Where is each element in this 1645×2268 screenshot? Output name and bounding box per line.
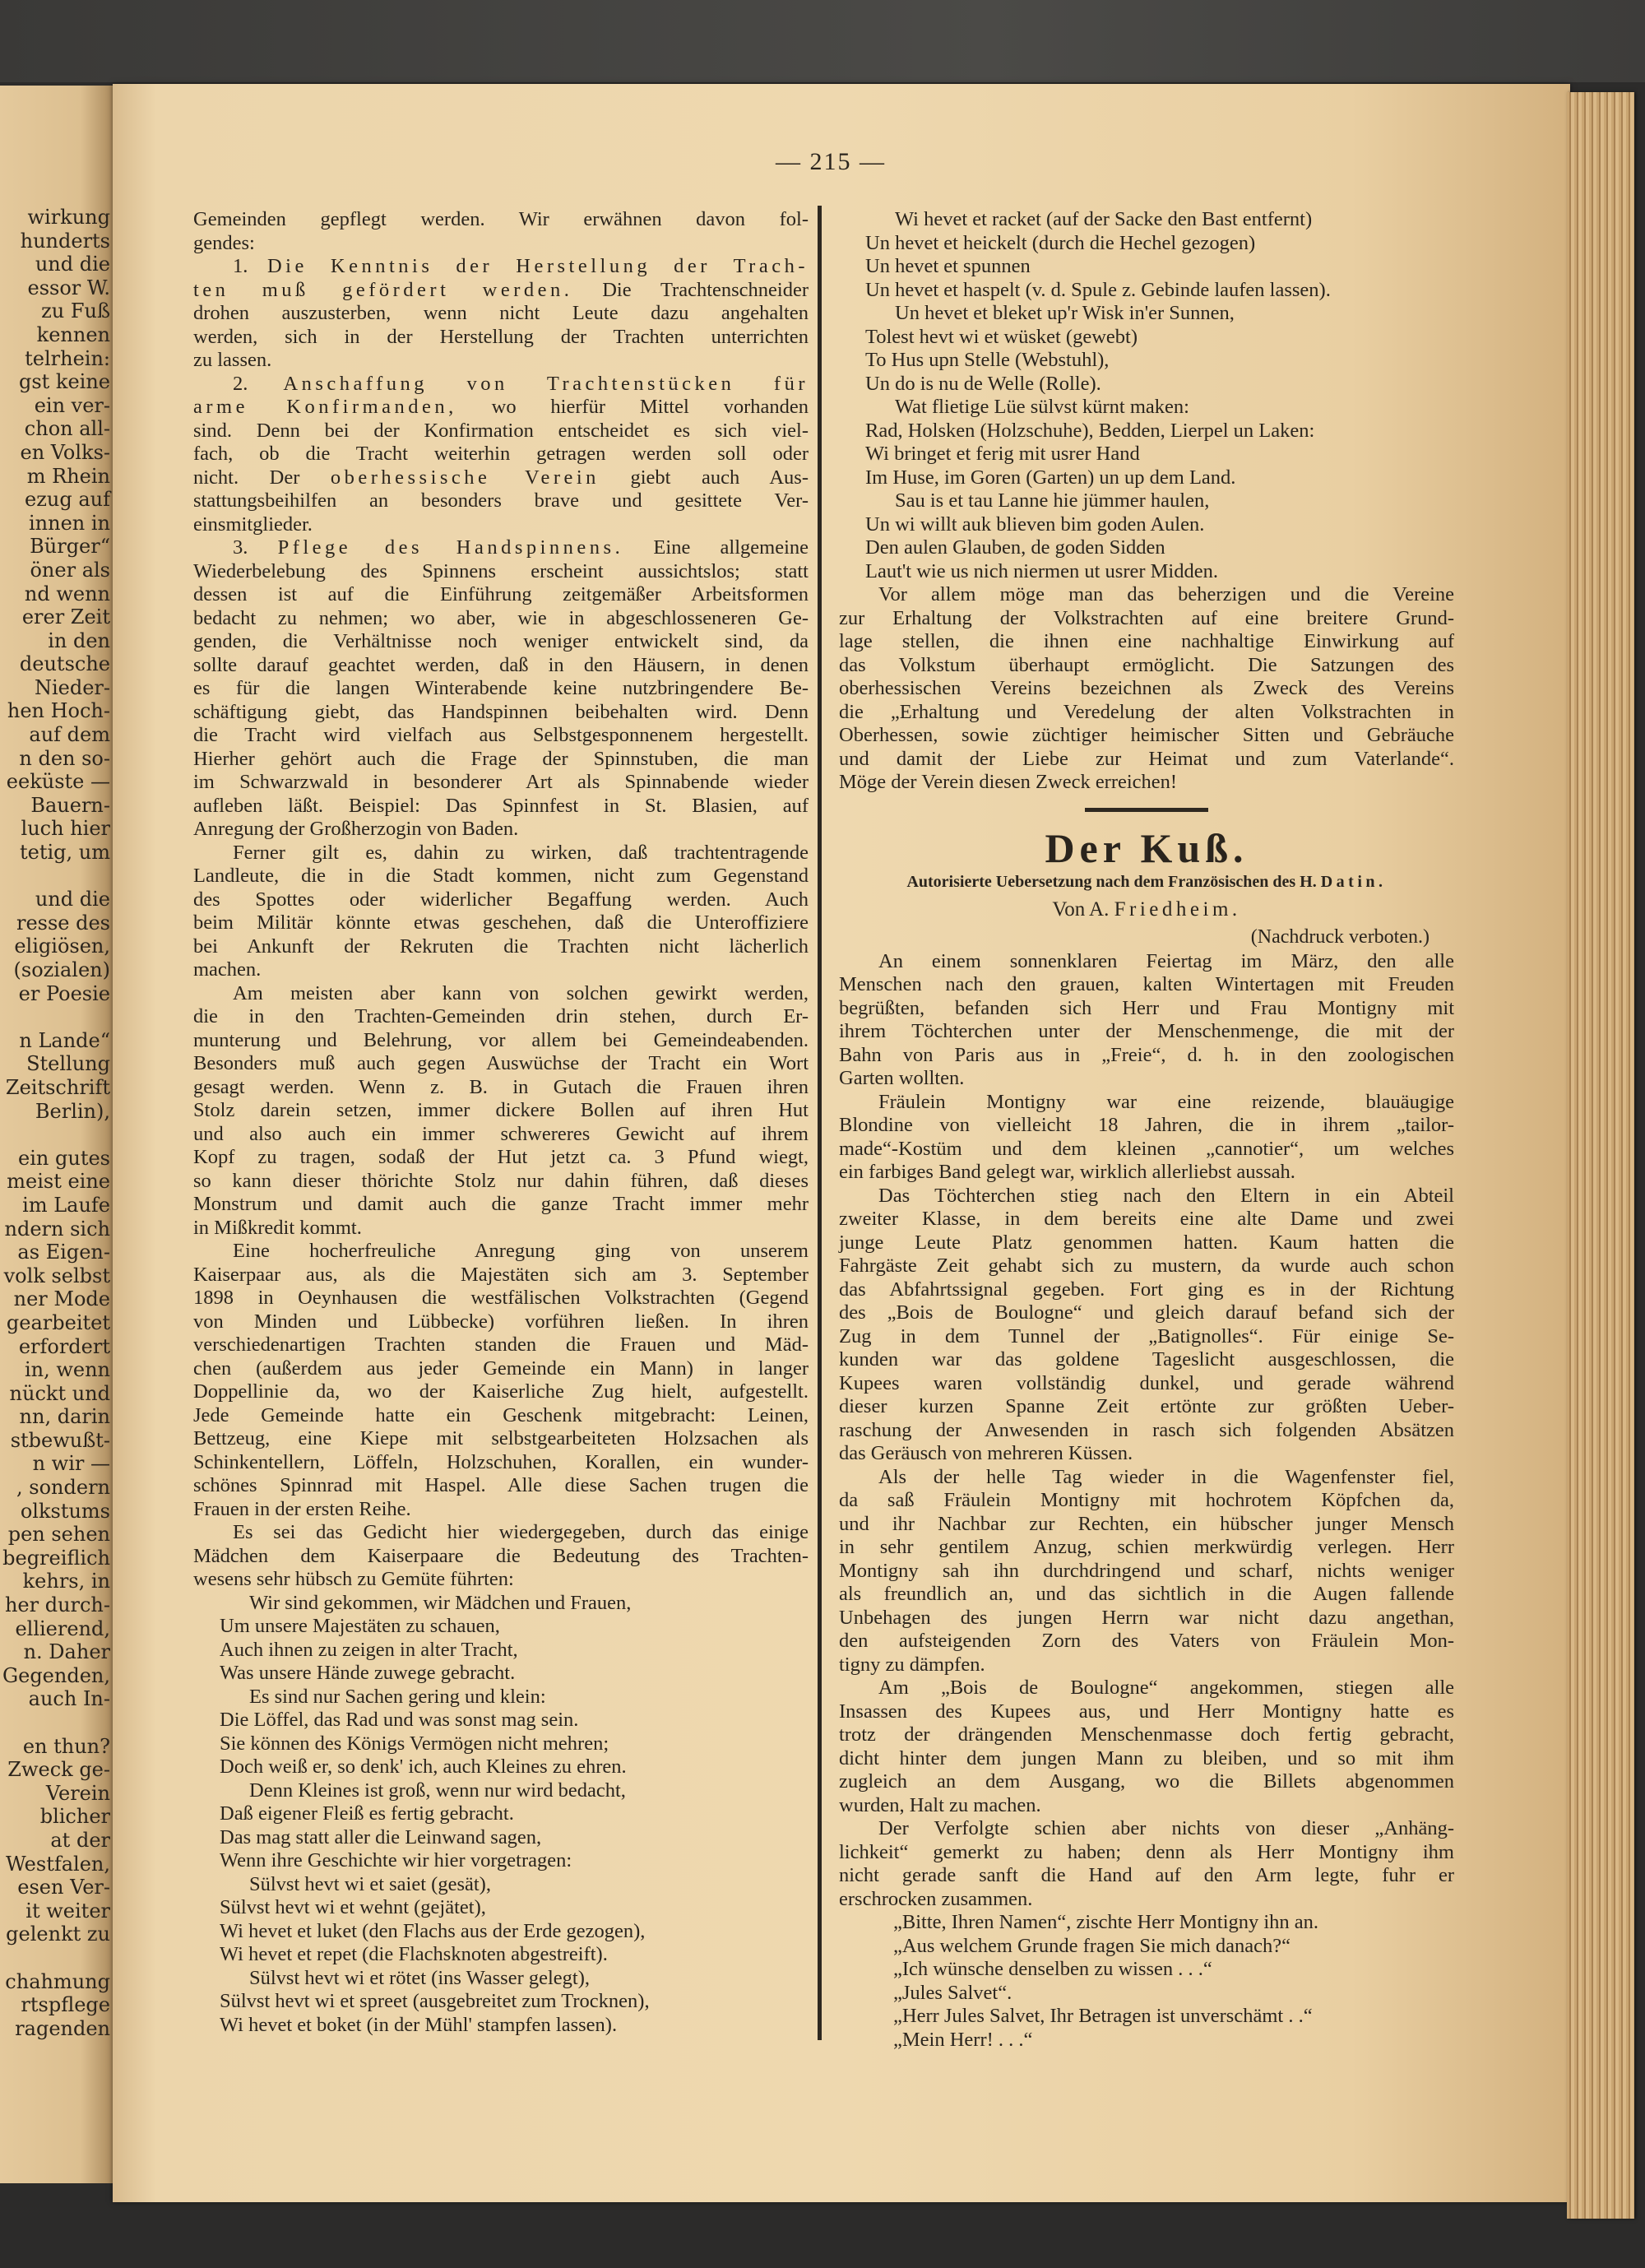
poem-stanza — [193, 1686, 809, 1779]
fragment-line: gelenkt zu — [6, 1922, 110, 1946]
fragment-line: tetig, um — [19, 841, 110, 865]
poem-line: Das mag statt aller die Leinwand sagen, — [220, 1825, 542, 1848]
fragment-line: (sozialen) — [13, 958, 110, 981]
poem-line: Un wi willt auk blieven bim goden Aulen. — [865, 513, 1205, 536]
poem-stanza — [839, 396, 1454, 489]
text-line: munterung und Belehrung, vor allem bei Gemeindeabenden. — [193, 1028, 809, 1051]
text-line: bei Ankunft der Rekruten die Trachten nicht lächerlich — [193, 935, 809, 958]
text-segment: giebt auch Aus- — [599, 466, 809, 489]
paragraph — [193, 255, 809, 373]
paragraph — [193, 982, 809, 1241]
fragment-line: , sondern — [16, 1476, 110, 1500]
poem-line: Un hevet et haspelt (v. d. Spule z. Gebinde laufen lassen). — [865, 278, 1331, 301]
text-segment: 2. — [233, 372, 284, 395]
text-segment: Autorisierte Uebersetzung nach dem Französischen des H. — [906, 872, 1321, 891]
fragment-line: ndern sich — [4, 1217, 110, 1241]
paragraph — [193, 1521, 809, 1592]
text-line: Blondine von vielleicht 18 Jahren, die in ihrem „tailor- — [839, 1114, 1454, 1136]
fragment-line: gst keine — [18, 370, 110, 394]
text-line: wesens sehr hübsch zu Gemüte führten: — [193, 1568, 514, 1590]
text-line: machen. — [193, 958, 262, 981]
text-line: des „Bois de Boulogne“ und gleich darauf befand sich der — [839, 1301, 1454, 1324]
dialogue-line: „Bitte, Ihren Namen“, zischte Herr Montigny ihn an. — [893, 1911, 1319, 1933]
text-line: drohen auszusterben, wenn nicht Leute dazu angehalten — [193, 302, 809, 324]
poem-stanza — [193, 1873, 809, 1967]
text-line: das Volkstum überhaupt ermöglicht. Die Satzungen des — [839, 653, 1454, 676]
spaced-text: Anschaffung von Trachtenstücken für — [283, 372, 809, 395]
paragraph — [193, 842, 809, 982]
text-line: Möge der Verein diesen Zweck erreichen! — [839, 771, 1178, 793]
fragment-line: nückt und — [9, 1381, 110, 1405]
paragraph — [839, 583, 1454, 795]
text-line: schäftigung giebt, das Handspinnen beibehalten wird. Denn — [193, 700, 809, 723]
text-line: erschrocken zusammen. — [839, 1887, 1033, 1910]
text-line: lichkeit“ gemerkt zu haben; denn als Herr Montigny ihm — [839, 1840, 1454, 1863]
text-line: Schinkentellern, Löffeln, Holzschuhen, Korallen, ein wunder- — [193, 1450, 809, 1473]
text-line: Oberhessen, sowie züchtiger heimischer Sitten und Gebräuche — [839, 724, 1454, 746]
text-line — [193, 255, 809, 279]
paragraph — [839, 1091, 1454, 1185]
dialogue-line: „Jules Salvet“. — [893, 1981, 1012, 2004]
text-line: in Mißkredit kommt. — [193, 1216, 362, 1239]
text-line: Vor allem möge man das beherzigen und die Vereine — [878, 583, 1454, 605]
text-line: junge Leute Platz genommen hatten. Kaum hatten die — [839, 1231, 1454, 1254]
poem-line: Sie können des Königs Vermögen nicht mehren; — [220, 1732, 609, 1755]
fragment-line: eeküste — — [6, 770, 110, 794]
poem-line: Denn Kleines ist groß, wenn nur wird bedacht, — [249, 1779, 626, 1802]
fragment-line: her durch- — [4, 1593, 110, 1617]
fragment-line: eligiösen, — [14, 935, 110, 958]
fragment-line: und die — [35, 253, 110, 276]
poem-line: Um unsere Majestäten zu schauen, — [220, 1615, 500, 1637]
text-line: trotz der drängenden Menschenmasse doch fertig gebracht, — [839, 1723, 1454, 1746]
poem-line: Sülvst hevt wi et saiet (gesät), — [249, 1872, 491, 1895]
text-line: das Geräusch von mehreren Küssen. — [839, 1442, 1133, 1464]
fragment-line: deutsche — [19, 652, 110, 676]
text-line: 1898 in Oeynhausen die westfälischen Volkstrachten (Gegend — [193, 1287, 809, 1309]
text-line: zur Erhaltung der Volkstrachten auf eine breitere Grund- — [839, 606, 1454, 629]
text-segment: 1. — [233, 255, 267, 277]
text-line: Fräulein Montigny war eine reizende, blauäugige — [878, 1090, 1454, 1113]
fragment-line: Gegenden, — [2, 1663, 110, 1687]
text-line: Stolz darein setzen, immer dickere Bollen auf ihren Hut — [193, 1099, 809, 1121]
poem-line: Rad, Holsken (Holzschuhe), Bedden, Lierpel un Laken: — [865, 419, 1315, 442]
fragment-line: ezug auf — [25, 488, 110, 512]
text-line: Hierher gehört auch die Frage der Spinnstuben, die man — [193, 747, 809, 770]
text-line: verschiedenartigen Trachten standen die Frauen und Mäd- — [193, 1333, 809, 1356]
fragment-line: hunderts — [20, 229, 110, 253]
poem-line: Un hevet et bleket up'r Wisk in'er Sunnen, — [895, 302, 1235, 324]
text-line: Der Verfolgte schien aber nichts von dieser „Anhäng- — [878, 1817, 1454, 1839]
poem-line: Wir sind gekommen, wir Mädchen und Frauen, — [249, 1591, 632, 1614]
fragment-line: chon all- — [24, 417, 110, 441]
fragment-line: pen sehen — [7, 1523, 110, 1547]
text-line: lage stellen, die ihnen eine nachhaltige Einwirkung auf — [839, 630, 1454, 652]
text-line: Am meisten aber kann von solchen gewirkt werden, — [233, 981, 809, 1004]
text-line: zu lassen. — [193, 349, 272, 371]
text-line: zweiter Klasse, in dem bereits eine alte Dame und zwei — [839, 1208, 1454, 1230]
text-segment: Die Trachtenschneider — [572, 278, 809, 301]
text-line: Kaiserpaar aus, als die Majestäten sich am 3. September — [193, 1263, 809, 1286]
fragment-line: innen in — [28, 511, 110, 535]
text-line: und also auch ein immer schwereres Gewicht auf ihrem — [193, 1122, 809, 1145]
fragment-line: ragenden — [15, 2016, 110, 2040]
text-line: es für die langen Winterabende keine nutzbringendere Be- — [193, 677, 809, 699]
text-line: fach, ob die Tracht weiterhin getragen werden soll oder — [193, 443, 809, 465]
paragraph — [839, 950, 1454, 1091]
text-line: bedacht zu nehmen; wo aber, wie in abgeschlosseneren Ge- — [193, 606, 809, 629]
fragment-line: chahmung — [5, 1969, 110, 1993]
poem-stanza — [193, 1779, 809, 1873]
text-line: einsmitglieder. — [193, 513, 313, 536]
fragment-line: auf dem — [29, 723, 110, 747]
poem-line: Tolest hevt wi et wüsket (gewebt) — [865, 325, 1138, 348]
fragment-line: und die — [35, 888, 110, 911]
text-line: ihrem Töchterchen unter der Menschenmenge, die mit der — [839, 1020, 1454, 1042]
fragment-line — [0, 1123, 110, 1147]
left-page-edge — [0, 86, 115, 2183]
text-line — [193, 396, 809, 420]
text-line — [193, 536, 809, 560]
text-segment: nicht. Der — [193, 466, 331, 489]
text-line: gesagt werden. Wenn z. B. in Gutach die Frauen ihren — [193, 1075, 809, 1098]
poem-line: Im Huse, im Goren (Garten) un up dem Land. — [865, 466, 1236, 489]
text-line: Anregung der Großherzogin von Baden. — [193, 818, 519, 840]
text-line: Bahn von Paris aus in „Freie“, d. h. in den zoologischen — [839, 1043, 1454, 1066]
column-divider — [818, 206, 822, 2040]
dialogue-line: „Ich wünsche denselben zu wissen . . .“ — [893, 1958, 1212, 1980]
text-line: von Minden und Lübbecke) vorführen ließen. In ihren — [193, 1310, 809, 1333]
text-line: dessen ist auf die Einführung zeitgemäßer Arbeitsformen — [193, 583, 809, 605]
text-line: An einem sonnenklaren Feiertag im März, den alle — [878, 949, 1454, 972]
fragment-line: stbewußt- — [10, 1428, 110, 1452]
fragment-line: nn, darin — [19, 1405, 110, 1429]
text-line: nicht gerade sanft die Hand auf den Arm legte, fuhr er — [839, 1864, 1454, 1886]
spaced-text: Die Kenntnis der Herstellung der Trach- — [266, 255, 809, 277]
poem-line: Sülvst hevt wi et rötet (ins Wasser gelegt), — [249, 1966, 590, 1989]
poem-line: Sau is et tau Lanne hie jümmer haulen, — [895, 489, 1210, 512]
fragment-line: zu Fuß — [41, 299, 110, 323]
paragraph — [839, 1185, 1454, 1466]
text-line: sind. Denn bei der Konfirmation entscheidet es sich viel- — [193, 419, 809, 442]
text-line: gendes: — [193, 231, 255, 254]
paragraph — [839, 1466, 1454, 1677]
text-segment: Von A. — [1052, 897, 1114, 921]
paragraph — [193, 536, 809, 842]
text-line: so kann dieser thörichte Stolz nur dahin führen, daß dieses — [193, 1169, 809, 1192]
fragment-line — [0, 1005, 110, 1029]
poem-line: Auch ihnen zu zeigen in alter Tracht, — [220, 1638, 518, 1661]
text-line: Gemeinden gepflegt werden. Wir erwähnen davon fol- — [193, 208, 809, 230]
text-line: Eine hocherfreuliche Anregung ging von unserem — [233, 1240, 809, 1262]
text-line: aufleben läßt. Beispiel: Das Spinnfest in St. Blasien, auf — [193, 794, 809, 817]
text-segment: wo hierfür Mittel vorhanden — [456, 396, 809, 418]
text-line: Landleute, die in die Stadt kommen, nicht zum Gegenstand — [193, 865, 809, 887]
fragment-line: n Lande“ — [19, 1028, 110, 1052]
fragment-line: erer Zeit — [21, 605, 110, 629]
fragment-line: en thun? — [22, 1734, 110, 1758]
text-line: ein farbiges Band gelegt war, wirklich allerliebst aussah. — [839, 1161, 1295, 1183]
fragment-line: Verein — [45, 1781, 110, 1805]
poem-line: Wi hevet et boket (in der Mühl' stampfen lassen). — [220, 2013, 618, 2036]
poem — [193, 1592, 809, 2038]
text-line: Frauen in der ersten Reihe. — [193, 1497, 411, 1520]
text-line: stattungsbeihilfen an besonders brave und gesittete Ver- — [193, 489, 809, 512]
paragraph — [839, 1817, 1454, 1911]
fragment-line: n wir — — [32, 1452, 110, 1476]
text-line: Montigny sah ihn durchdringend und scharf, nichts weniger — [839, 1559, 1454, 1582]
poem-stanza — [839, 302, 1454, 396]
text-line — [193, 373, 809, 397]
paragraph — [839, 1677, 1454, 1817]
paragraph — [193, 208, 809, 255]
article-subtitle — [839, 868, 1454, 896]
fragment-line: n den so- — [19, 746, 110, 770]
fragment-line — [0, 1711, 110, 1735]
text-line: des Spottes oder widerlicher Begaffung werden. Auch — [193, 888, 809, 911]
fragment-line: it weiter — [25, 1899, 110, 1922]
poem-line: Un hevet et spunnen — [865, 255, 1031, 277]
text-line: zugleich an dem Ausgang, wo die Billets abgenommen — [839, 1770, 1454, 1793]
poem-line: Wi hevet et repet (die Flachsknoten abgestreift). — [220, 1943, 608, 1965]
text-line: den aufsteigenden Zorn des Vaters von Fräulein Mon- — [839, 1630, 1454, 1652]
text-line: beim Militär könnte etwas geschehen, daß die Unteroffiziere — [193, 911, 809, 934]
fragment-line: Zeitschrift — [5, 1075, 110, 1099]
fragment-line: gearbeitet — [6, 1310, 110, 1334]
text-line: und damit der Liebe zur Heimat und zum Vaterlande“. — [839, 747, 1454, 770]
fragment-line: Stellung — [26, 1052, 110, 1076]
fragment-line: resse des — [16, 911, 110, 935]
fragment-line: luch hier — [21, 817, 110, 841]
poem-line: Sülvst hevt wi et wehnt (gejätet), — [220, 1896, 486, 1918]
text-line: made“-Kostüm und dem kleinen „cannotier“, um welches — [839, 1137, 1454, 1160]
fragment-line: esen Ver- — [17, 1876, 110, 1899]
poem-line: Den aulen Glauben, de goden Sidden — [865, 536, 1165, 559]
fragment-line: telrhein: — [25, 346, 110, 370]
fragment-line: in den — [48, 628, 110, 652]
text-line: begrüßten, befanden sich Herr und Frau Montigny mit — [839, 996, 1454, 1019]
left-column — [193, 208, 809, 2037]
text-line: Wiederbelebung des Spinnens erscheint aussichtslos; statt — [193, 559, 809, 582]
text-line: Menschen nach den grauen, kalten Wintertagen mit Freuden — [839, 973, 1454, 995]
text-line: Kopf zu tragen, sodaß der Hut jetzt ca. 3 Pfund wiegt, — [193, 1146, 809, 1168]
spaced-text: Datin. — [1320, 872, 1387, 891]
fragment-line: at der — [50, 1828, 110, 1852]
fragment-line: auch In- — [28, 1687, 110, 1711]
fragment-line: Zweck ge- — [7, 1758, 110, 1782]
scanner-background — [0, 0, 1645, 82]
spaced-text: oberhessische Verein — [330, 466, 600, 489]
fragment-line: volk selbst — [3, 1264, 110, 1287]
text-line: die in den Trachten-Gemeinden drin stehen, durch Er- — [193, 1005, 809, 1027]
text-line: Ferner gilt es, dahin zu wirken, daß trachtentragende — [233, 841, 809, 864]
poem-line: Wi hevet et racket (auf der Sacke den Bast entfernt) — [895, 208, 1313, 230]
fragment-line: begreiflich — [2, 1546, 110, 1570]
fragment-line: Bürger“ — [30, 535, 110, 559]
text-line: chen (außerdem aus jeder Gemeinde ein Mann) in langer — [193, 1357, 809, 1380]
poem-line: Wi bringet et ferig mit usrer Hand — [865, 443, 1140, 465]
spaced-text: ten muß gefördert werden. — [193, 278, 573, 301]
text-line: Bettzeug, eine Kiepe mit selbstgearbeiteten Holzsachen als — [193, 1427, 809, 1449]
text-line: die Tracht wird vielfach aus Selbstgesponnenem hergestellt. — [193, 724, 809, 746]
text-line: wurden, Halt zu machen. — [839, 1793, 1041, 1816]
fragment-line: ellierend, — [15, 1616, 110, 1640]
text-line: Insassen des Kupees aus, und Herr Montigny hatte es — [839, 1700, 1454, 1723]
text-segment: Eine allgemeine — [623, 536, 809, 559]
dialogue — [839, 1911, 1454, 2052]
poem-line: Wi hevet et luket (den Flachs aus der Erde gezogen), — [220, 1919, 646, 1942]
poem-line: Wenn ihre Geschichte wir hier vorgetragen: — [220, 1849, 572, 1871]
fragment-line: ein gutes — [18, 1146, 110, 1170]
spaced-text: arme Konfirmanden, — [193, 396, 457, 418]
left-page-text-fragments — [0, 206, 110, 2040]
text-line: Mädchen dem Kaiserpaare die Bedeutung des Trachten- — [193, 1544, 809, 1567]
text-line: Fahrgäste Zeit gehabt sich zu mustern, da wurde auch schon — [839, 1255, 1454, 1277]
fragment-line: hen Hoch- — [7, 699, 110, 723]
text-line: im Schwarzwald in besonderer Art als Spinnabende wieder — [193, 771, 809, 793]
text-line: das Abfahrtssignal gegeben. Fort ging es in der Richtung — [839, 1278, 1454, 1301]
fragment-line: m Rhein — [26, 464, 110, 488]
fragment-line: as Eigen- — [17, 1241, 110, 1264]
fragment-line: er Poesie — [18, 981, 110, 1005]
poem-line: Laut't wie us nich niermen ut usrer Midden. — [865, 559, 1218, 582]
poem-stanza — [839, 489, 1454, 583]
fragment-line: erfordert — [18, 1334, 110, 1358]
fragment-line: n. Daher — [23, 1640, 110, 1664]
poem-line: Es sind nur Sachen gering und klein: — [249, 1685, 546, 1708]
text-line: Garten wollten. — [839, 1067, 965, 1089]
text-line: Besonders muß auch gegen Auswüchse der Tracht ein Wort — [193, 1052, 809, 1074]
fragment-line: Berlin), — [35, 1099, 110, 1123]
poem-line: Die Löffel, das Rad und was sonst mag sein. — [220, 1709, 579, 1731]
dialogue-line: „Herr Jules Salvet, Ihr Betragen ist unverschämt . .“ — [893, 2005, 1313, 2027]
poem-line: Doch weiß er, so denk' ich, auch Kleines zu ehren. — [220, 1755, 627, 1778]
text-line: da saß Fräulein Montigny mit hochrotem Köpfchen da, — [839, 1489, 1454, 1511]
spaced-text: Pflege des Handspinnens. — [277, 536, 624, 559]
text-line: schönes Spinnrad mit Haspel. Alle diese Sachen trugen die — [193, 1474, 809, 1496]
dialogue-line: „Aus welchem Grunde fragen Sie mich danach?“ — [893, 1934, 1291, 1957]
text-line — [193, 466, 809, 490]
right-column — [839, 208, 1454, 2052]
text-line: Unbehagen des jungen Herrn war nicht dazu angethan, — [839, 1606, 1454, 1629]
text-line: als freundlich an, und das sichtlich in die Augen fallende — [839, 1583, 1454, 1605]
poem-line: Un hevet et heickelt (durch die Hechel gezogen) — [865, 231, 1256, 254]
poem — [839, 208, 1454, 583]
fragment-line: rtspflege — [21, 1993, 110, 2017]
fragment-line: kennen — [36, 322, 110, 346]
text-line: oberhessischen Vereins bezeichnen als Zweck des Vereins — [839, 677, 1454, 699]
spaced-text: Friedheim. — [1114, 897, 1241, 921]
text-line: Zug in dem Tunnel der „Batignolles“. Für einige Se- — [839, 1324, 1454, 1347]
reprint-notice: (Nachdruck verboten.) — [1250, 925, 1430, 948]
poem-line: Sülvst hevt wi et spreet (ausgebreitet zum Trocknen), — [220, 1990, 650, 2012]
section-divider — [1085, 808, 1208, 812]
text-line: Monstrum und damit auch die ganze Tracht immer mehr — [193, 1193, 809, 1215]
fragment-line: öner als — [30, 558, 110, 582]
fragment-line: olkstums — [20, 1499, 110, 1523]
fragment-line: kehrs, in — [22, 1570, 110, 1593]
paragraph — [193, 1240, 809, 1521]
text-line: raschung der Anwesenden in rasch sich folgenden Absätzen — [839, 1418, 1454, 1441]
article-title: Der Kuß. — [1045, 824, 1249, 871]
fragment-line: Westfalen, — [5, 1852, 110, 1876]
text-line: die „Erhaltung und Veredelung der alten Volkstrachten in — [839, 700, 1454, 723]
poem-stanza — [193, 1967, 809, 2038]
dialogue-line: „Mein Herr! . . .“ — [893, 2028, 1033, 2051]
text-line — [193, 279, 809, 303]
text-line: tigny zu dämpfen. — [839, 1653, 985, 1676]
poem-line: Wat flietige Lüe sülvst kürnt maken: — [895, 396, 1189, 418]
text-line: werden, sich in der Herstellung der Trachten unterrichten — [193, 325, 809, 348]
poem-stanza — [839, 208, 1454, 302]
fragment-line: im Laufe — [22, 1193, 110, 1217]
text-line: Am „Bois de Boulogne“ angekommen, stiegen alle — [878, 1677, 1454, 1699]
text-line: Doppellinie da, wo der Kaiserliche Zug hielt, aufgestellt. — [193, 1380, 809, 1403]
text-line: in sehr gentilem Anzug, schien merkwürdig verlegen. Herr — [839, 1536, 1454, 1558]
text-line: dicht hinter dem jungen Mann zu bleiben, und so mit ihm — [839, 1746, 1454, 1769]
fragment-line: ein ver- — [34, 393, 110, 417]
poem-line: To Hus upn Stelle (Webstuhl), — [865, 349, 1110, 371]
text-line: dieser kurzen Spanne Zeit ertönte zur größten Ueber- — [839, 1395, 1454, 1417]
text-segment: 3. — [233, 536, 278, 559]
page-edges — [1567, 92, 1634, 2219]
text-line: kunden war das goldene Tageslicht ausgeschlossen, die — [839, 1348, 1454, 1371]
text-line: Es sei das Gedicht hier wiedergegeben, durch das einige — [233, 1521, 809, 1543]
poem-line: Un do is nu de Welle (Rolle). — [865, 372, 1101, 395]
text-line: Jede Gemeinde hatte ein Geschenk mitgebracht: Leinen, — [193, 1403, 809, 1426]
article-byline — [839, 896, 1454, 924]
fragment-line: meist eine — [7, 1170, 110, 1194]
page-number: — 215 — — [776, 148, 886, 175]
text-line: sollte darauf geachtet werden, daß in den Häusern, in denen — [193, 653, 809, 676]
text-line: und ihr Nachbar zur Rechten, ein hübscher junger Mensch — [839, 1512, 1454, 1535]
text-line: Kupees waren vollständig dunkel, und gerade während — [839, 1371, 1454, 1394]
fragment-line — [0, 1946, 110, 1970]
paragraph — [193, 373, 809, 537]
poem-stanza — [193, 1592, 809, 1686]
text-line: Als der helle Tag wieder in die Wagenfenster fiel, — [878, 1465, 1454, 1488]
fragment-line: essor W. — [27, 276, 110, 299]
poem-line: Was unsere Hände zuwege gebracht. — [220, 1662, 516, 1684]
fragment-line: in, wenn — [24, 1358, 110, 1382]
fragment-line: blicher — [39, 1805, 110, 1829]
text-line: Das Töchterchen stieg nach den Eltern in ein Abteil — [878, 1184, 1454, 1207]
fragment-line — [0, 865, 110, 888]
fragment-line: nd wenn — [24, 582, 110, 605]
fragment-line: Bauern- — [30, 793, 110, 817]
text-line: genden, die Verhältnisse noch weniger entwickelt sind, da — [193, 630, 809, 652]
fragment-line: ner Mode — [13, 1287, 110, 1311]
fragment-line: wirkung — [27, 206, 110, 229]
fragment-line: en Volks- — [20, 440, 110, 464]
poem-line: Daß eigener Fleiß es fertig gebracht. — [220, 1802, 514, 1825]
fragment-line: Nieder- — [34, 675, 110, 699]
